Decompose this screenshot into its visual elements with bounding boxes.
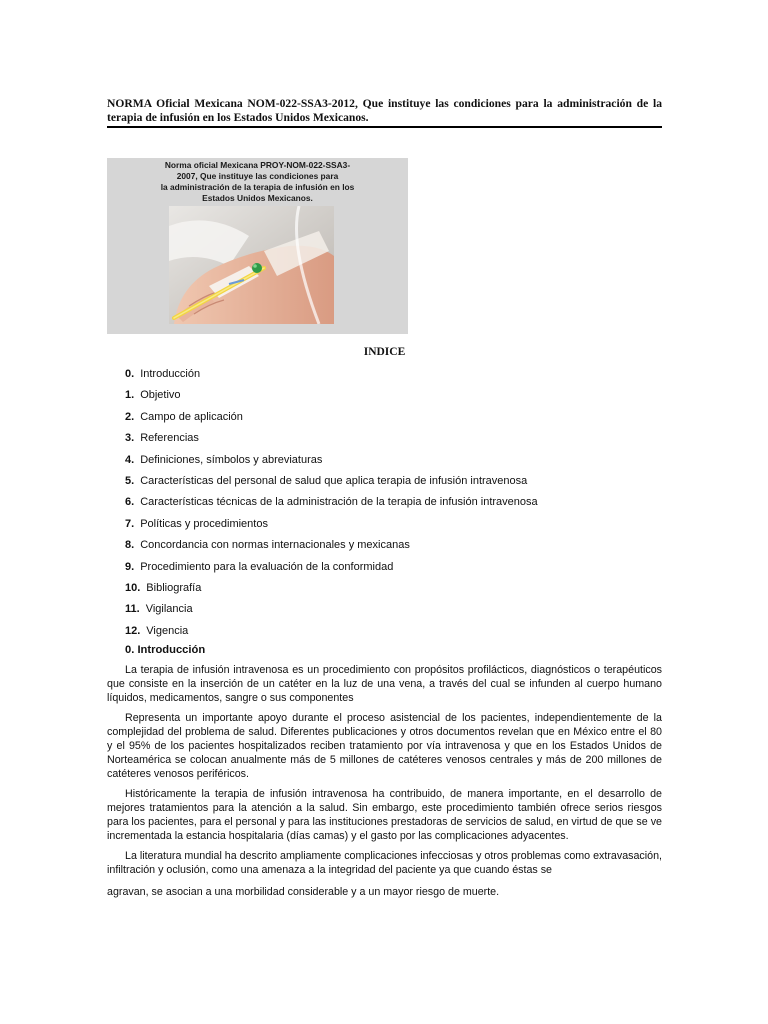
toc-item-3	[125, 430, 655, 451]
table-of-contents	[125, 366, 655, 644]
figure-caption	[107, 160, 408, 204]
document-title: NORMA Oficial Mexicana NOM-022-SSA3-2012, Que instituye las condiciones para la administración de la terapia de infusión en los Estados Unidos Mexicanos.	[107, 97, 662, 124]
toc-number: 11.	[125, 603, 140, 616]
body-paragraph: Históricamente la terapia de infusión intravenosa ha contribuido, de manera importante, en el desarrollo de mejores tratamientos para la atención a la salud. Sin embargo, este procedimiento también ofrece serios riesgos para los pacientes, para el personal y para las instituciones prestadoras de servicios de salud, en virtud de que se ve incrementada la estancia hospitalaria (días camas) y el gasto por las complicaciones adyacentes.	[107, 788, 662, 842]
toc-number: 8.	[125, 539, 135, 552]
toc-item-1	[125, 387, 655, 408]
toc-label: Bibliografía	[146, 581, 202, 594]
toc-label: Vigencia	[146, 624, 189, 637]
toc-number: 1.	[125, 389, 135, 402]
toc-label: Procedimiento para la evaluación de la conformidad	[140, 560, 394, 573]
toc-item-2	[125, 409, 655, 430]
toc-item-5	[125, 473, 655, 494]
figure-caption-line: 2007, Que instituye las condiciones para	[176, 171, 339, 181]
toc-number: 7.	[125, 517, 135, 530]
body-paragraph: La terapia de infusión intravenosa es un procedimiento con propósitos profilácticos, diagnósticos o terapéuticos que consiste en la inserción de un catéter en la luz de una vena, a través del cual se infunden al cuerpo humano líquidos, medicamentos, sangre o sus componentes	[107, 664, 662, 704]
body-paragraph: Representa un importante apoyo durante el proceso asistencial de los pacientes, independientemente de la complejidad del problema de salud. Diferentes publicaciones y otros documentos revelan que en México entre el 80 y el 95% de los pacientes hospitalizados reciben tratamiento por vía intravenosa y que en los Estados Unidos de Norteamérica se colocan anualmente más de 5 millones de catéteres venosos centrales y más de 200 millones de catéteres venosos periféricos.	[107, 712, 662, 780]
body-paragraph-continuation: agravan, se asocian a una morbilidad considerable y a un mayor riesgo de muerte.	[107, 886, 500, 898]
figure-caption-line: Norma oficial Mexicana PROY-NOM-022-SSA3-	[164, 160, 351, 170]
toc-item-7	[125, 516, 655, 537]
toc-label: Características técnicas de la administración de la terapia de infusión intravenosa	[140, 496, 538, 509]
toc-label: Introducción	[140, 368, 201, 380]
toc-item-10	[125, 580, 655, 601]
index-heading: INDICE	[363, 346, 406, 358]
toc-label: Objetivo	[140, 389, 181, 402]
toc-label: Concordancia con normas internacionales y mexicanas	[140, 539, 410, 552]
toc-item-9	[125, 559, 655, 580]
toc-number: 12.	[125, 624, 141, 637]
figure-caption-line: Estados Unidos Mexicanos.	[202, 193, 313, 203]
toc-label: Vigilancia	[145, 603, 193, 616]
toc-item-6	[125, 494, 655, 515]
body-paragraph: La literatura mundial ha descrito ampliamente complicaciones infecciosas y otros problemas como extravasación, infiltración y oclusión, como una amenaza a la integridad del paciente ya que cuando éstas se	[107, 850, 663, 876]
toc-label: Referencias	[140, 432, 199, 445]
toc-number: 5.	[125, 474, 135, 487]
title-underline-divider	[107, 126, 662, 128]
toc-number: 2.	[125, 410, 135, 423]
iv-infusion-hand-photo-icon	[169, 206, 334, 324]
toc-label: Políticas y procedimientos	[140, 517, 268, 530]
toc-label: Características del personal de salud que aplica terapia de infusión intravenosa	[140, 474, 528, 487]
toc-number: 4.	[125, 453, 135, 466]
toc-number: 10.	[125, 581, 141, 594]
toc-number: 0.	[125, 368, 135, 380]
toc-number: 3.	[125, 432, 135, 445]
introduction-body	[107, 663, 662, 905]
toc-number: 9.	[125, 560, 135, 573]
section-heading-introduccion: 0. Introducción	[125, 644, 206, 656]
toc-label: Definiciones, símbolos y abreviaturas	[140, 453, 323, 466]
toc-item-8	[125, 537, 655, 558]
toc-item-12	[125, 623, 655, 644]
toc-number: 6.	[125, 496, 135, 509]
cover-figure	[107, 158, 408, 334]
toc-item-0	[125, 366, 655, 387]
toc-item-11	[125, 601, 655, 622]
toc-item-4	[125, 452, 655, 473]
toc-label: Campo de aplicación	[140, 410, 243, 423]
figure-caption-line: la administración de la terapia de infusión en los	[160, 182, 355, 192]
